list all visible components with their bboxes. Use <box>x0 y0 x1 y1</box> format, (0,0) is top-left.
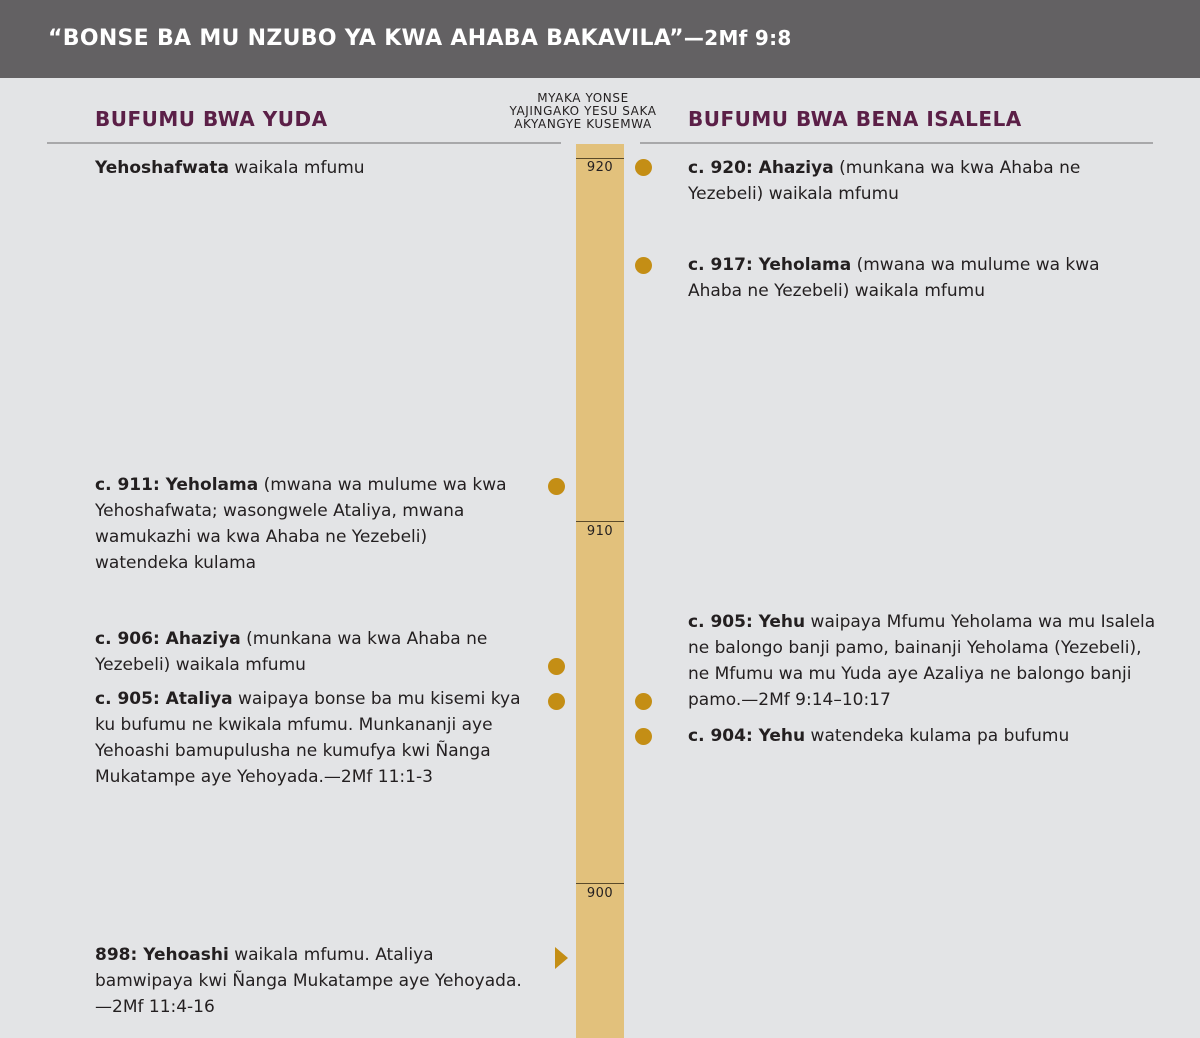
right-column-heading: BUFUMU BWA BENA ISALELA <box>688 107 1022 131</box>
timeline-label <box>496 92 670 131</box>
event-lead: c. 905: Ataliya <box>95 689 233 709</box>
timeline-bar <box>576 144 624 1038</box>
judah-event <box>95 686 540 790</box>
title-reference: —2Mf 9:8 <box>683 26 792 50</box>
left-column-heading: BUFUMU BWA YUDA <box>95 107 328 131</box>
event-text: (munkana wa kwa Ahaba ne Yezebeli) waikala mfumu <box>95 629 488 675</box>
timeline-label-line: MYAKA YONSE <box>537 91 629 105</box>
event-text: waipaya Mfumu Yeholama wa mu Isalela ne balongo banji pamo, bainanji Yeholama (Yezebeli), ne Mfumu wa mu Yuda aye Azaliya ne balongo banji pamo.—2Mf 9:14–10:17 <box>688 612 1156 710</box>
page-title <box>48 26 792 51</box>
event-lead: c. 920: Ahaziya <box>688 158 834 178</box>
event-text: (munkana wa kwa Ahaba ne Yezebeli) waikala mfumu <box>688 158 1081 204</box>
event-marker-dot <box>635 159 652 176</box>
arrow-marker-icon <box>555 947 568 969</box>
israel-event <box>688 609 1158 713</box>
tick-label-910: 910 <box>586 524 614 539</box>
timeline-label-line: YAJINGAKO YESU SAKA <box>509 104 657 118</box>
israel-event <box>688 252 1158 304</box>
event-lead: Yehoshafwata <box>95 158 229 178</box>
timeline-tick <box>576 883 624 884</box>
judah-event <box>95 155 535 181</box>
right-heading-divider <box>640 142 1153 144</box>
event-marker-dot <box>635 728 652 745</box>
event-lead: c. 905: Yehu <box>688 612 806 632</box>
judah-event <box>95 626 495 678</box>
title-banner <box>0 0 1200 78</box>
timeline-label-line: AKYANGYE KUSEMWA <box>514 117 652 131</box>
event-marker-dot <box>548 693 565 710</box>
event-text: waikala mfumu <box>228 158 365 178</box>
timeline-tick <box>576 158 624 159</box>
tick-label-920: 920 <box>586 160 614 175</box>
judah-event <box>95 472 515 576</box>
tick-label-900: 900 <box>586 886 614 901</box>
israel-event <box>688 155 1158 207</box>
event-marker-dot <box>548 658 565 675</box>
event-text: waipaya bonse ba mu kisemi kya ku bufumu ne kwikala mfumu. Munkananji aye Yehoashi bamupulusha ne kumufya kwi Ñanga Mukatampe aye Yehoyada.—2Mf 11:1-3 <box>95 689 521 787</box>
event-lead: c. 906: Ahaziya <box>95 629 241 649</box>
event-lead: c. 917: Yeholama <box>688 255 852 275</box>
event-marker-dot <box>548 478 565 495</box>
event-text: waikala mfumu. Ataliya bamwipaya kwi Ñanga Mukatampe aye Yehoyada.—2Mf 11:4-16 <box>95 945 522 1017</box>
event-lead: 898: Yehoashi <box>95 945 229 965</box>
event-text: (mwana wa mulume wa kwa Ahaba ne Yezebeli) waikala mfumu <box>688 255 1100 301</box>
event-lead: c. 911: Yeholama <box>95 475 259 495</box>
title-text: “BONSE BA MU NZUBO YA KWA AHABA BAKAVILA” <box>48 26 684 51</box>
event-text: (mwana wa mulume wa kwa Yehoshafwata; wasongwele Ataliya, mwana wamukazhi wa kwa Ahaba ne Yezebeli) watendeka kulama <box>95 475 507 573</box>
judah-event <box>95 942 535 1020</box>
left-heading-divider <box>47 142 561 144</box>
event-text: watendeka kulama pa bufumu <box>805 726 1070 746</box>
timeline-tick <box>576 521 624 522</box>
israel-event <box>688 723 1158 749</box>
event-lead: c. 904: Yehu <box>688 726 806 746</box>
event-marker-dot <box>635 693 652 710</box>
event-marker-dot <box>635 257 652 274</box>
